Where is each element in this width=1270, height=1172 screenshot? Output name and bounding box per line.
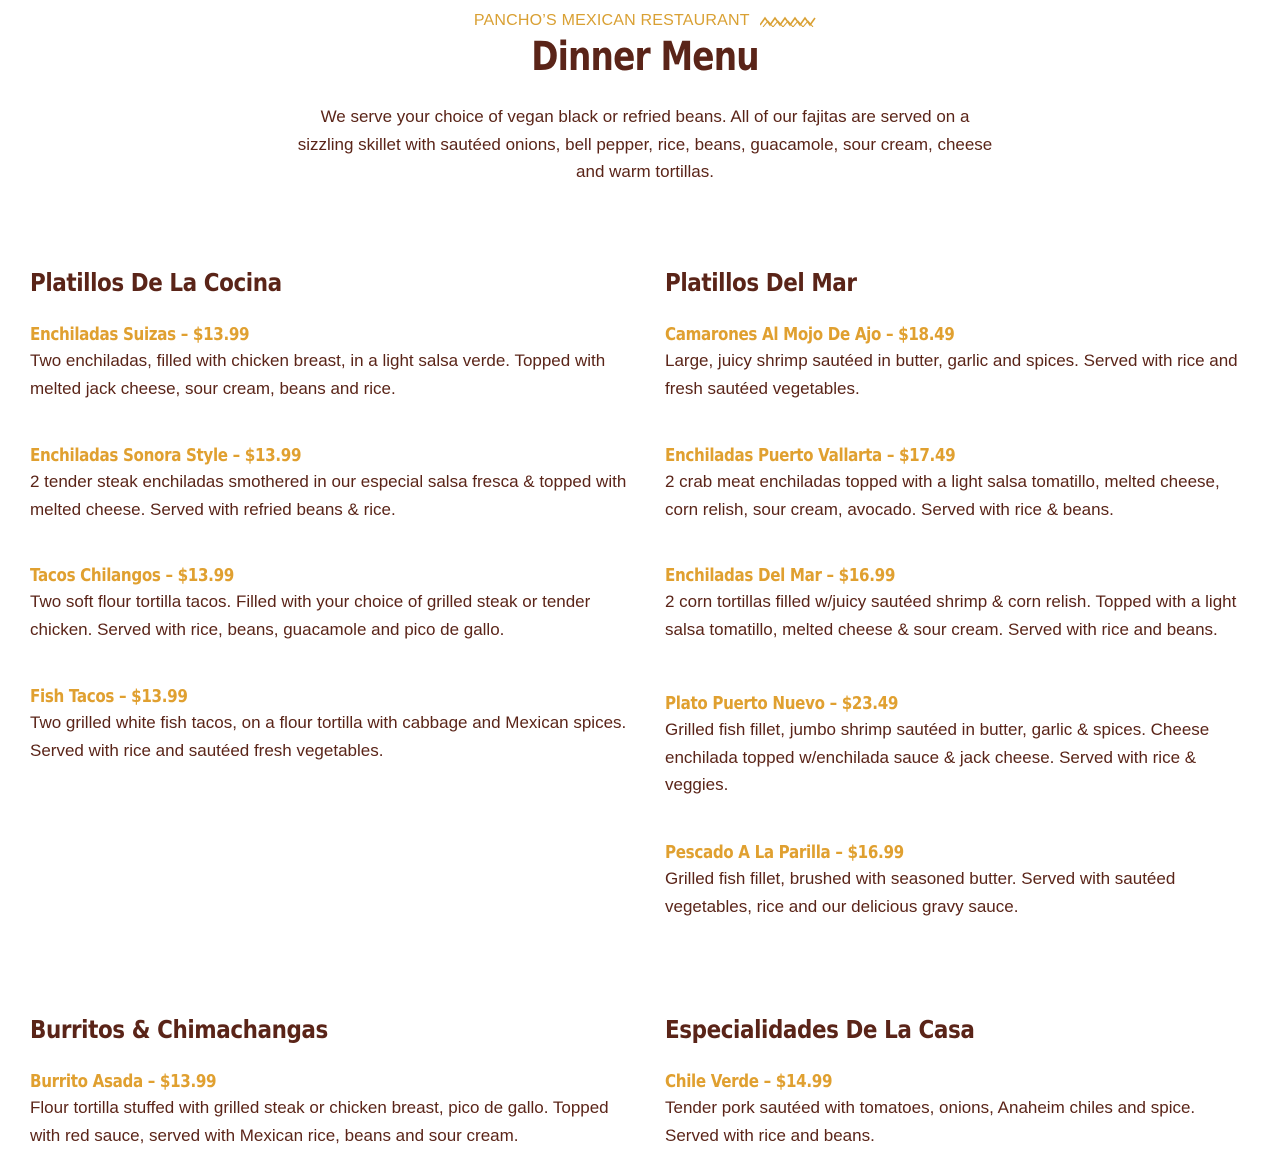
menu-item-name: Chile Verde – $14.99 (665, 1071, 833, 1092)
menu-item (30, 445, 630, 523)
menu-item-name: Tacos Chilangos – $13.99 (30, 565, 234, 586)
restaurant-name: PANCHO’S MEXICAN RESTAURANT (473, 12, 750, 29)
menu-item-name: Enchiladas Sonora Style – $13.99 (30, 445, 302, 466)
menu-item-name: Enchiladas Puerto Vallarta – $17.49 (665, 445, 956, 466)
menu-item-description: Tender pork sautéed with tomatoes, onions, Anaheim chiles and spice. Served with rice and beans. (665, 1098, 1196, 1145)
menu-item-description: 2 tender steak enchiladas smothered in our especial salsa fresca & topped with melted cheese. Served with refried beans & rice. (30, 472, 627, 519)
restaurant-eyebrow (0, 12, 1270, 30)
menu-item-description: Two enchiladas, filled with chicken breast, in a light salsa verde. Topped with melted jack cheese, sour cream, beans and rice. (30, 351, 606, 398)
menu-item (665, 693, 1245, 799)
menu-item-description: Two grilled white fish tacos, on a flour tortilla with cabbage and Mexican spices. Served with rice and sautéed fresh vegetables. (30, 713, 627, 760)
menu-item-name: Enchiladas Del Mar – $16.99 (665, 565, 896, 586)
menu-item (665, 565, 1245, 643)
section-mar (665, 268, 1245, 928)
menu-item (665, 445, 1245, 523)
menu-item-description: Grilled fish fillet, brushed with seasoned butter. Served with sautéed vegetables, rice and our delicious gravy sauce. (665, 869, 1176, 916)
page-title: Dinner Menu (531, 34, 759, 80)
menu-item (30, 324, 630, 402)
section-burritos (30, 1015, 630, 1165)
menu-item (665, 842, 1245, 920)
menu-item-name: Camarones Al Mojo De Ajo – $18.49 (665, 324, 955, 345)
menu-item-description: 2 crab meat enchiladas topped with a light salsa tomatillo, melted cheese, corn relish, sour cream, avocado. Served with rice & beans. (665, 472, 1220, 519)
menu-item (30, 1071, 630, 1149)
menu-item (665, 324, 1245, 402)
menu-item-description: 2 corn tortillas filled w/juicy sautéed shrimp & corn relish. Topped with a light salsa tomatillo, melted cheese & sour cream. Served with rice and beans. (665, 592, 1237, 639)
section-title: Burritos & Chimachangas (30, 1015, 328, 1044)
zigzag-icon (760, 15, 816, 27)
menu-item-name: Enchiladas Suizas – $13.99 (30, 324, 250, 345)
menu-item-description: Two soft flour tortilla tacos. Filled with your choice of grilled steak or tender chicken. Served with rice, beans, guacamole and pico de gallo. (30, 592, 591, 639)
section-title: Especialidades De La Casa (665, 1015, 975, 1044)
menu-intro: We serve your choice of vegan black or refried beans. All of our fajitas are served on a sizzling skillet with sautéed onions, bell pepper, rice, beans, guacamole, sour cream, cheese and warm tortillas. (297, 107, 993, 181)
section-cocina (30, 268, 630, 788)
menu-item (30, 686, 630, 764)
menu-item-description: Large, juicy shrimp sautéed in butter, garlic and spices. Served with rice and fresh sautéed vegetables. (665, 351, 1238, 398)
menu-item-description: Grilled fish fillet, jumbo shrimp sautéed in butter, garlic & spices. Cheese enchilada topped w/enchilada sauce & jack cheese. Served with rice & veggies. (665, 720, 1210, 794)
menu-item-description: Flour tortilla stuffed with grilled steak or chicken breast, pico de gallo. Topped with red sauce, served with Mexican rice, beans and sour cream. (30, 1098, 609, 1145)
menu-item-name: Plato Puerto Nuevo – $23.49 (665, 693, 899, 714)
menu-item (665, 1071, 1245, 1149)
menu-item-name: Burrito Asada – $13.99 (30, 1071, 217, 1092)
section-casa (665, 1015, 1245, 1165)
menu-item-name: Pescado A La Parilla – $16.99 (665, 842, 904, 863)
section-title: Platillos Del Mar (665, 268, 857, 297)
section-title: Platillos De La Cocina (30, 268, 282, 297)
menu-item-name: Fish Tacos – $13.99 (30, 686, 188, 707)
menu-item (30, 565, 630, 643)
